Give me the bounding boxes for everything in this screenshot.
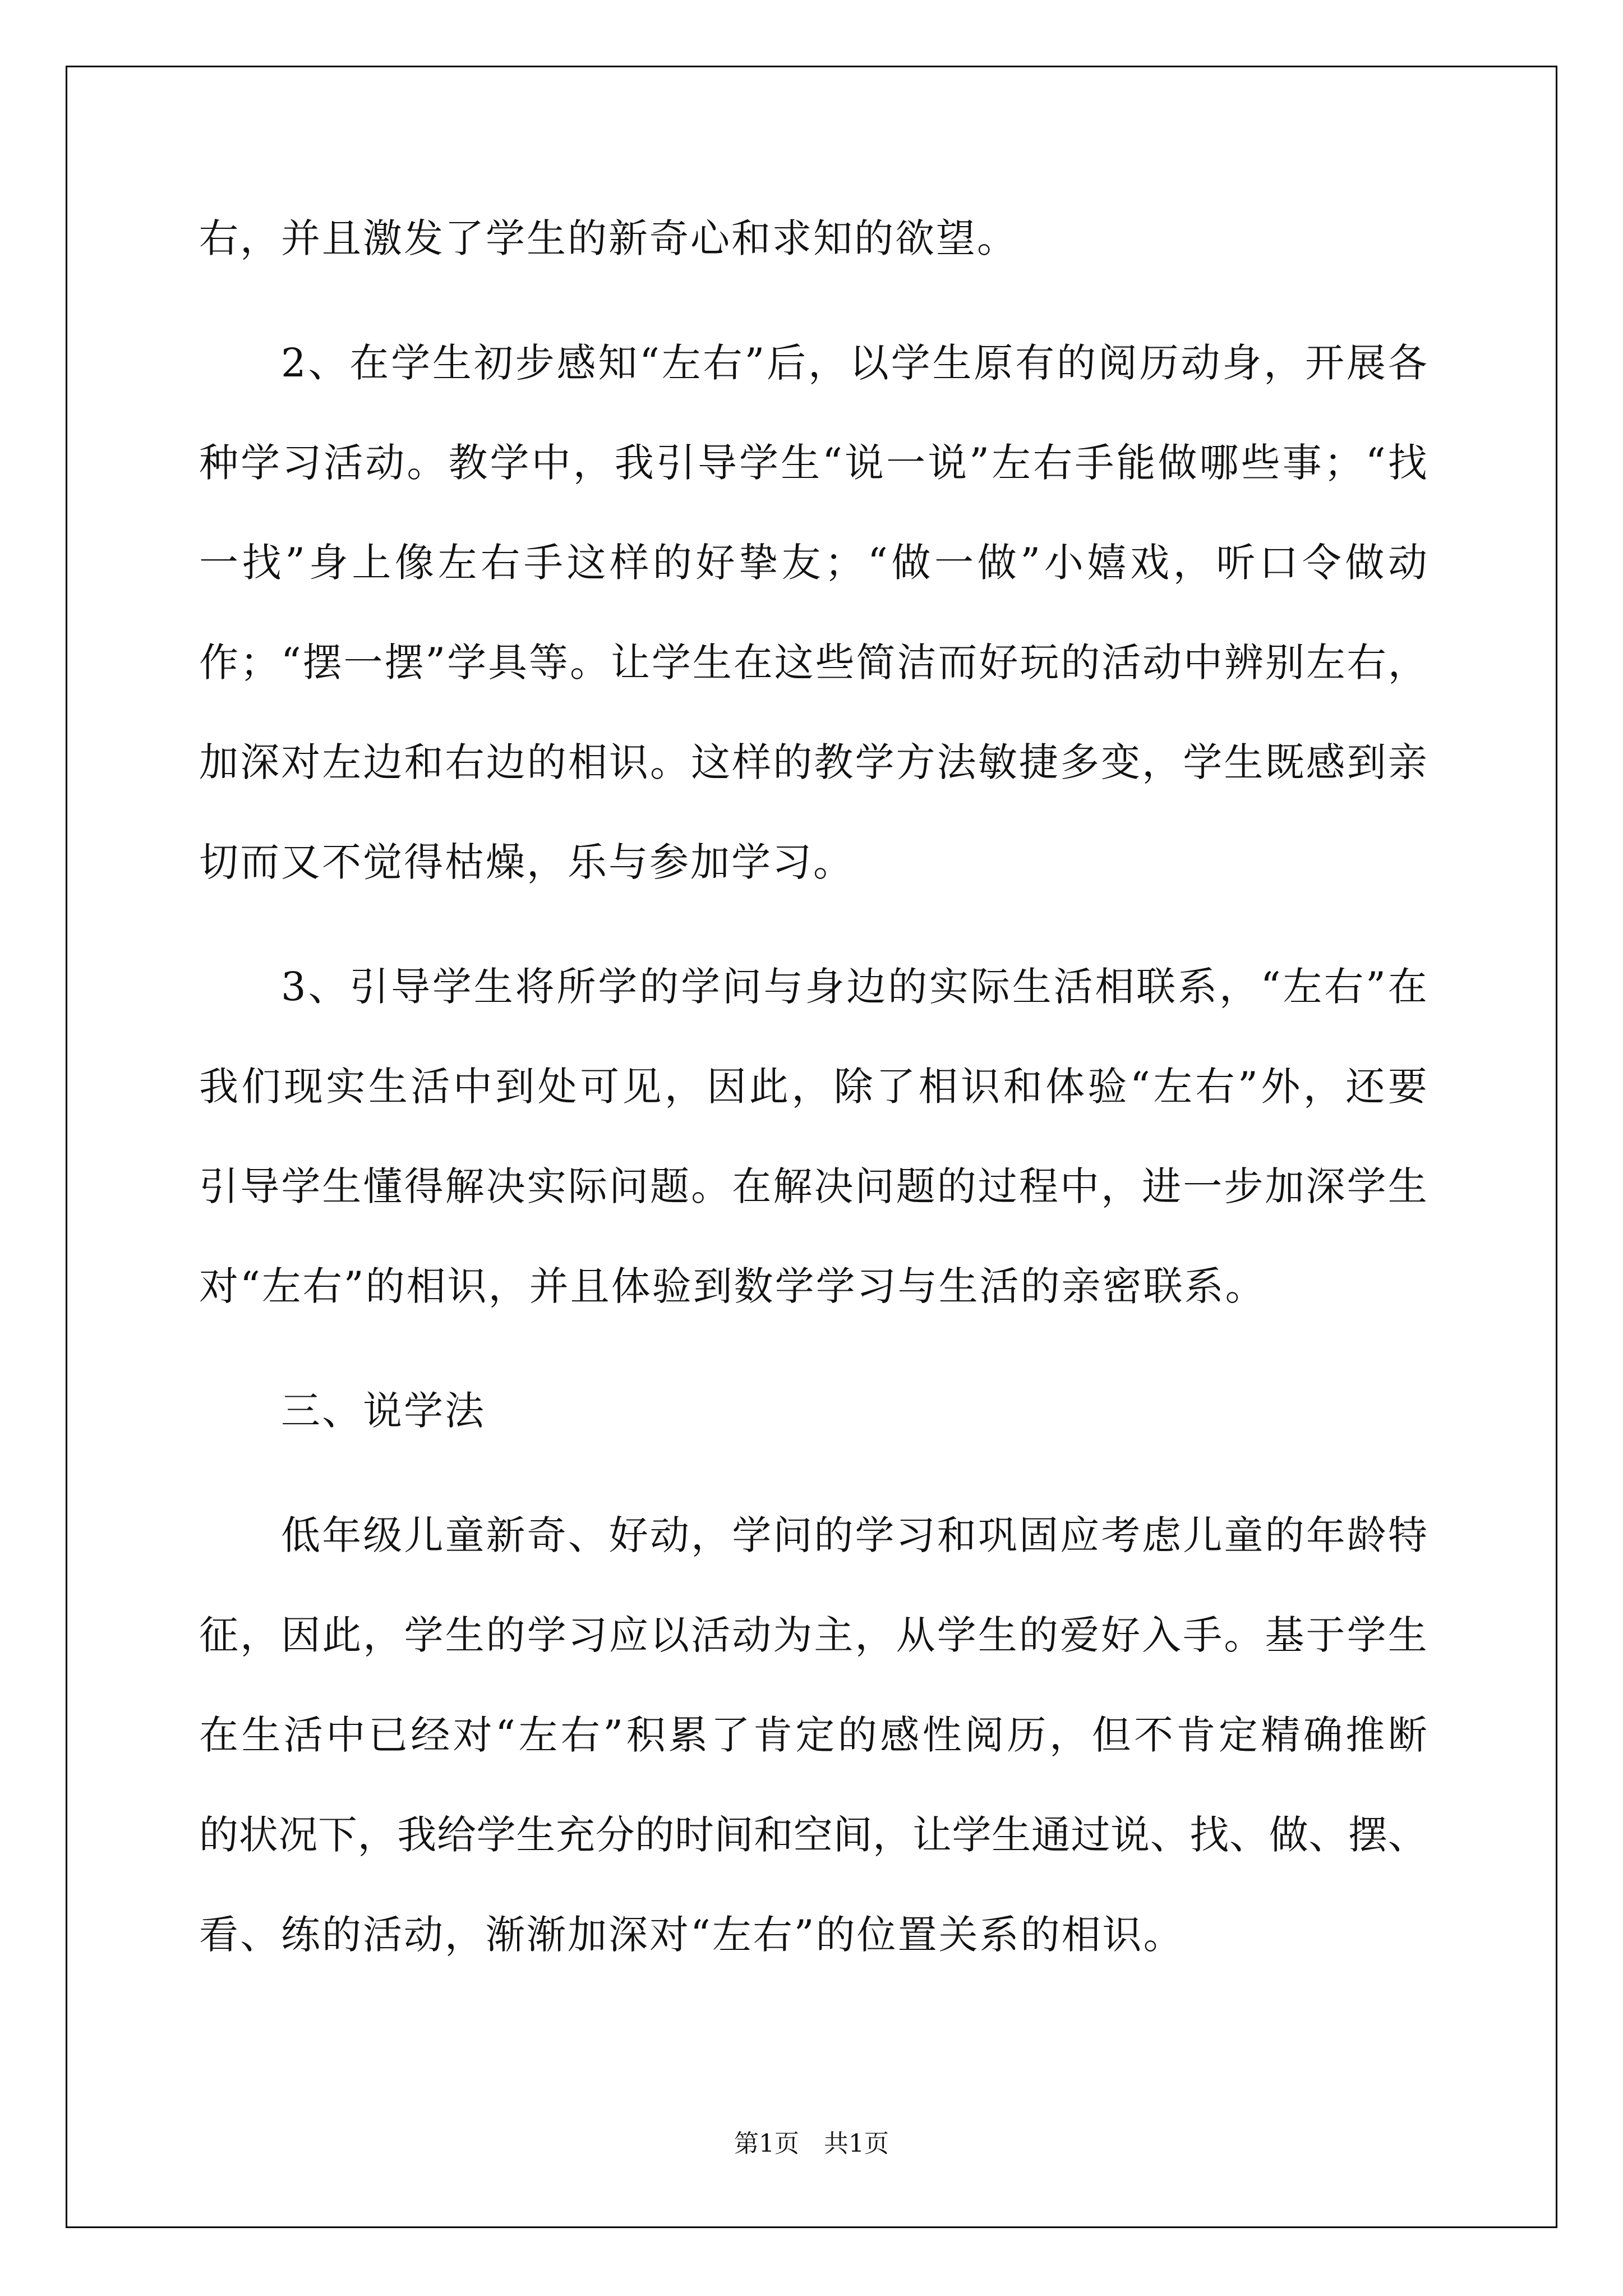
text-line: 种 学 习 活 动 。 教 学 中 ， 我 引 导 学 生 “ 说 一 说 ” 左 右 手 能 做 哪 些 事 ； “ 找	[199, 440, 1427, 486]
text-line: 低 年 级 儿 童 新 奇 、 好 动 ， 学 问 的 学 习 和 巩 固 应 考 虑 儿 童 的 年 龄 特	[281, 1512, 1427, 1558]
text-line: 一 找 ” 身 上 像 左 右 手 这 样 的 好 挚 友 ； “ 做 一 做 ” 小 嬉 戏 ， 听 口 令 做 动	[199, 540, 1427, 586]
text-line: 对“左右”的相识，并且体验到数学学习与生活的亲密联系。	[199, 1263, 1266, 1309]
text-line: 作 ； “ 摆 一 摆 ” 学 具 等 。 让 学 生 在 这 些 简 洁 而 好 玩 的 活 动 中 辨 别 左 右 ，	[199, 639, 1427, 685]
text-line: 征 ， 因 此 ， 学 生 的 学 习 应 以 活 动 为 主 ， 从 学 生 的 爱 好 入 手 。 基 于 学 生	[199, 1612, 1427, 1658]
text-line: 在 生 活 中 已 经 对 “ 左 右 ” 积 累 了 肯 定 的 感 性 阅 历 ， 但 不 肯 定 精 确 推 断	[199, 1712, 1427, 1758]
text-line: 右，并且激发了学生的新奇心和求知的欲望。	[199, 215, 1018, 261]
page-border	[66, 66, 1557, 2228]
text-line: 切而又不觉得枯燥，乐与参加学习。	[199, 839, 854, 885]
page-footer: 第1页 共1页	[734, 2129, 889, 2158]
text-line: 的 状 况 下 ， 我 给 学 生 充 分 的 时 间 和 空 间 ， 让 学 生 通 过 说 、 找 、 做 、 摆 、	[199, 1812, 1427, 1858]
text-line: 我 们 现 实 生 活 中 到 处 可 见 ， 因 此 ， 除 了 相 识 和 体 验 “ 左 右 ” 外 ， 还 要	[199, 1064, 1427, 1110]
text-line: 看、练的活动，渐渐加深对“左右”的位置关系的相识。	[199, 1912, 1184, 1958]
text-line: 3 、 引 导 学 生 将 所 学 的 学 问 与 身 边 的 实 际 生 活 相 联 系 ， “ 左 右 ” 在	[281, 964, 1427, 1010]
section-heading: 三、说学法	[281, 1388, 486, 1434]
text-line: 引 导 学 生 懂 得 解 决 实 际 问 题 。 在 解 决 问 题 的 过 程 中 ， 进 一 步 加 深 学 生	[199, 1163, 1427, 1209]
text-line: 加 深 对 左 边 和 右 边 的 相 识 。 这 样 的 教 学 方 法 敏 捷 多 变 ， 学 生 既 感 到 亲	[199, 739, 1427, 785]
text-line: 2 、 在 学 生 初 步 感 知 “ 左 右 ” 后 ， 以 学 生 原 有 的 阅 历 动 身 ， 开 展 各	[281, 340, 1427, 386]
